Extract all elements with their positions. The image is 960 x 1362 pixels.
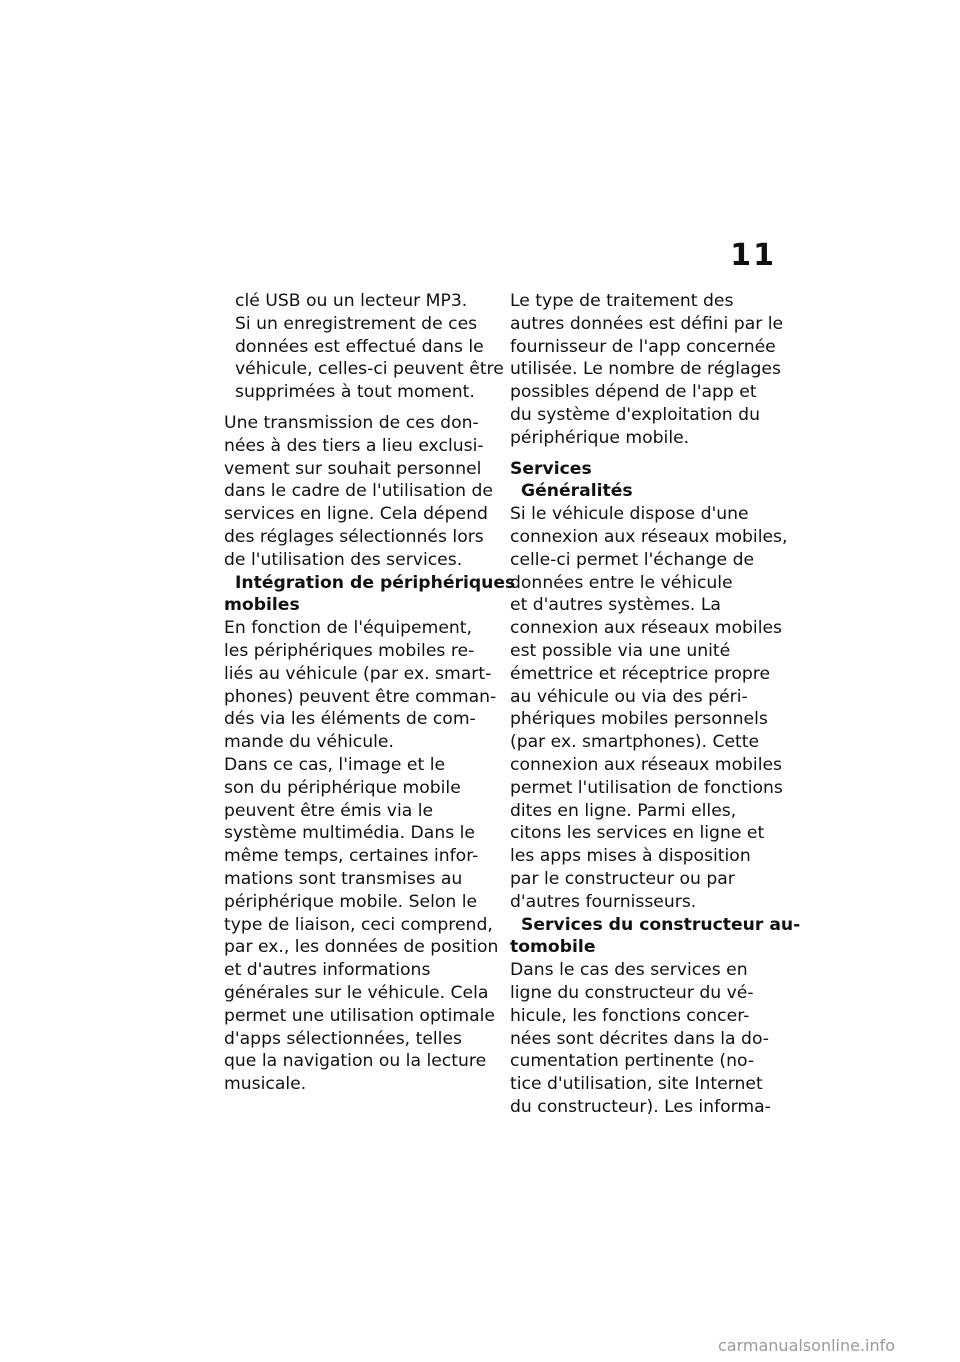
text-line: En fonction de l'équipement, [224,618,473,639]
text-line: type de liaison, ceci comprend, [224,914,493,935]
text-line: que la navigation ou la lecture [224,1051,487,1072]
text-line: (par ex. smartphones). Cette [510,732,760,753]
text-line: vement sur souhait personnel [224,458,482,479]
text-line: connexion aux réseaux mobiles [510,618,783,639]
text-line: et d'autres systèmes. La [510,595,721,616]
text-line: système multimédia. Dans le [224,823,475,844]
text-line: du système d'exploitation du [510,404,760,425]
text-line: autres données est défini par le [510,313,784,334]
text-line: connexion aux réseaux mobiles [510,754,783,775]
section-heading: Intégration de périphériques [235,572,516,593]
text-line: Dans ce cas, l'image et le [224,754,446,775]
section-heading: Services [510,458,592,479]
text-line: Si un enregistrement de ces [235,313,478,334]
text-line: Dans le cas des services en [510,960,748,981]
text-line: phériques mobiles personnels [510,709,768,730]
text-line: son du périphérique mobile [224,777,461,798]
subsection-heading: tomobile [510,937,596,958]
text-line: et d'autres informations [224,960,431,981]
text-line: tice d'utilisation, site Internet [510,1074,763,1095]
text-line: services en ligne. Cela dépend [224,504,488,525]
page-number: 11 [730,238,776,273]
text-line: supprimées à tout moment. [235,382,475,403]
text-line: de l'utilisation des services. [224,549,463,570]
footer-watermark: carmanualsonline.info [718,1336,896,1355]
text-line: données est effectué dans le [235,336,484,357]
text-line: du constructeur). Les informa- [510,1096,771,1117]
text-line: peuvent être émis via le [224,800,434,821]
text-line: utilisée. Le nombre de réglages [510,359,781,380]
text-line: citons les services en ligne et [510,823,765,844]
text-line: périphérique mobile. [510,427,690,448]
text-line: d'apps sélectionnées, telles [224,1028,462,1049]
text-line: musicale. [224,1074,307,1095]
text-line: d'autres fournisseurs. [510,891,697,912]
text-line: permet l'utilisation de fonctions [510,777,783,798]
text-line: au véhicule ou via des péri- [510,686,748,707]
text-line: émettrice et réceptrice propre [510,663,771,684]
text-line: nées à des tiers a lieu exclusi- [224,435,484,456]
text-line: par le constructeur ou par [510,868,735,889]
right-column [510,290,801,1119]
text-line: générales sur le véhicule. Cela [224,982,489,1003]
text-line: fournisseur de l'app concernée [510,336,776,357]
text-line: clé USB ou un lecteur MP3. [235,291,468,311]
text-line: permet une utilisation optimale [224,1005,495,1026]
subsection-heading: Services du constructeur au- [521,914,801,935]
text-line: est possible via une unité [510,640,731,661]
text-line: véhicule, celles-ci peuvent être [235,359,504,380]
text-line: ligne du constructeur du vé- [510,982,754,1003]
left-column [224,290,516,1096]
text-line: liés au véhicule (par ex. smart- [224,663,492,684]
text-line: périphérique mobile. Selon le [224,891,478,912]
text-line: Une transmission de ces don- [224,412,479,433]
text-line: Si le véhicule dispose d'une [510,504,749,525]
text-line: nées sont décrites dans la do- [510,1028,770,1049]
text-line: dans le cadre de l'utilisation de [224,481,493,502]
text-line: les périphériques mobiles re- [224,640,475,661]
text-line: mande du véhicule. [224,732,394,753]
text-line: hicule, les fonctions concer- [510,1005,750,1026]
text-line: mations sont transmises au [224,868,463,889]
text-line: connexion aux réseaux mobiles, [510,526,788,547]
text-line: même temps, certaines infor- [224,846,479,867]
text-line: par ex., les données de position [224,937,499,958]
text-line: les apps mises à disposition [510,846,751,867]
text-line: des réglages sélectionnés lors [224,526,484,547]
text-line: celle-ci permet l'échange de [510,549,755,570]
text-line: Le type de traitement des [510,291,734,311]
text-line: phones) peuvent être comman- [224,686,497,707]
text-line: dés via les éléments de com- [224,709,476,730]
section-heading: mobiles [224,595,300,616]
text-line: dites en ligne. Parmi elles, [510,800,737,821]
text-line: données entre le véhicule [510,572,733,593]
subsection-heading: Généralités [521,481,633,502]
text-line: possibles dépend de l'app et [510,382,757,403]
text-line: cumentation pertinente (no- [510,1051,755,1072]
